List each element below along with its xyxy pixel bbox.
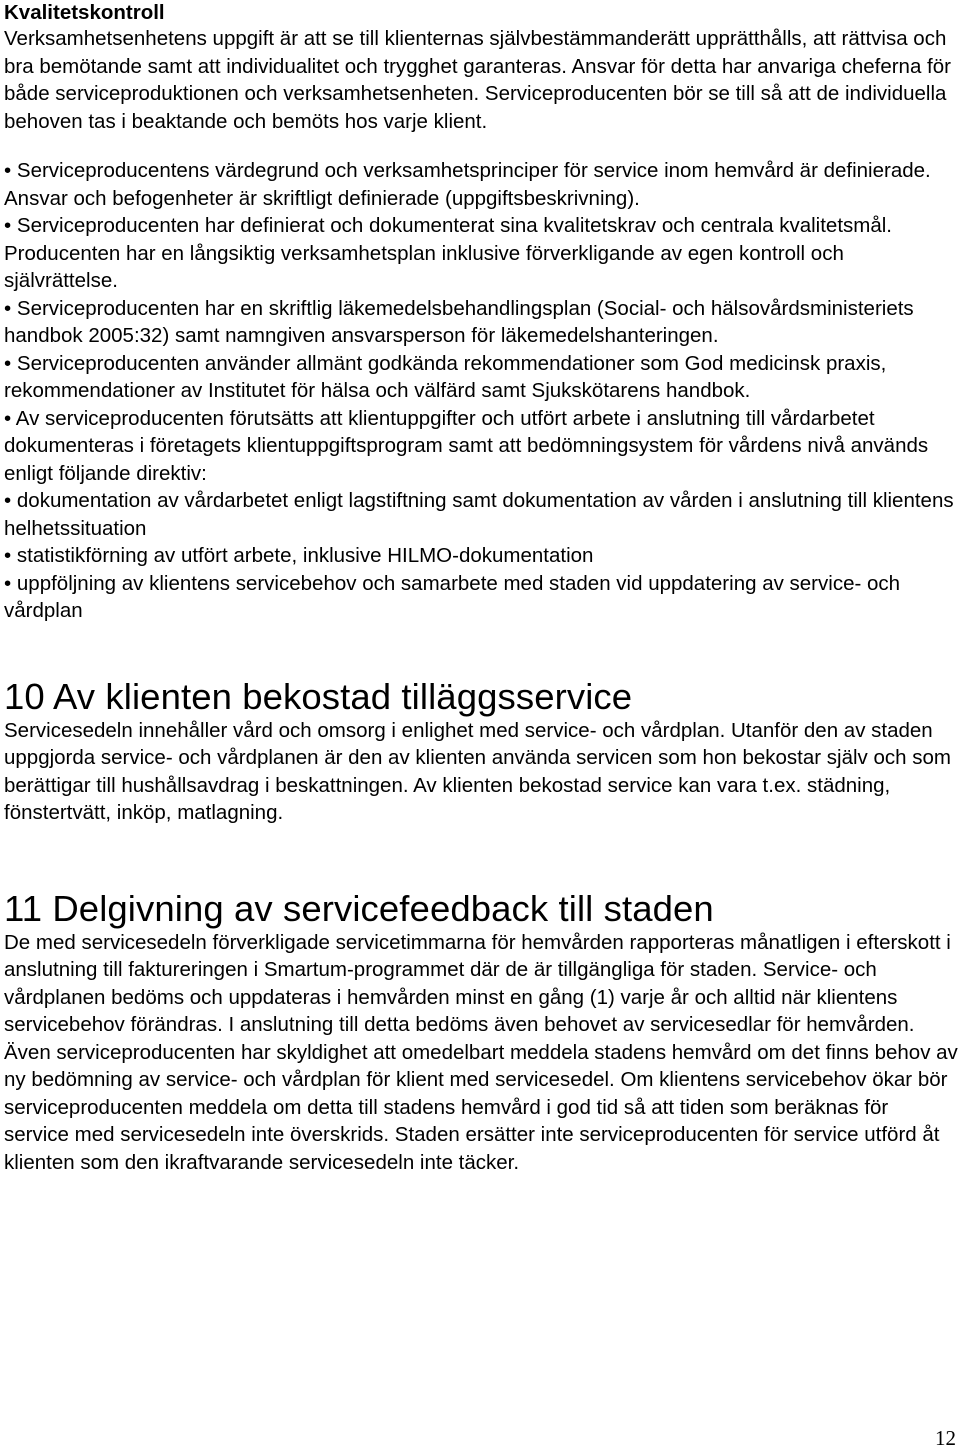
- bullet-icon: •: [4, 159, 12, 182]
- list-item-text: statistikförning av utfört arbete, inklusive HILMO-dokumentation: [16, 544, 594, 567]
- section-heading-quality: Kvalitetskontroll: [4, 1, 165, 24]
- list-item: [4, 295, 958, 350]
- bullet-icon: •: [4, 544, 12, 567]
- bullet-icon: •: [4, 351, 12, 375]
- page-number: 12: [935, 1426, 956, 1450]
- list-item-text: Serviceproducenten har en skriftlig läkemedelsbehandlingsplan (Social- och hälsovårdsministeriets handbok 2005:32) samt namngiven ansvarsperson för läkemedelshanteringen.: [4, 296, 914, 347]
- bullet-icon: •: [4, 296, 12, 320]
- bullet-icon: •: [4, 489, 12, 512]
- list-item: [4, 157, 958, 212]
- list-item: [4, 542, 958, 570]
- list-item: [4, 405, 958, 488]
- spacer: [4, 827, 958, 889]
- bullet-icon: •: [4, 406, 12, 430]
- list-item: [4, 487, 958, 542]
- quality-intro-paragraph: [4, 25, 958, 135]
- section-10-text: Servicesedeln innehåller vård och omsorg i enlighet med service- och vårdplan. Utanför den av staden uppgjorda service- och vårdplanen är den av klienten använda servicen som hon bekostar själv och som berättigar till hushållsavdrag i beskattningen. Av klienten bekostad service kan vara t.ex. städning, fönstertvätt, inköp, matlagning.: [4, 718, 951, 824]
- section-heading-11: 11 Delgivning av servicefeedback till staden: [4, 887, 714, 929]
- list-item-text: Serviceproducenten har definierat och dokumenterat sina kvalitetskrav och centrala kvalitetsmål. Producenten har en långsiktig verksamhetsplan inklusive förverkligande av egen kontroll och självrättelse.: [4, 214, 893, 292]
- list-item-text: Serviceproducentens värdegrund och verksamhetsprinciper för service inom hemvård är definierade. Ansvar och befogenheter är skriftligt definierade (uppgiftsbeskrivning).: [4, 159, 931, 210]
- list-item: [4, 570, 958, 625]
- bullet-icon: •: [4, 571, 12, 595]
- list-item: [4, 212, 958, 295]
- bullet-icon: •: [4, 214, 12, 237]
- spacer: [4, 135, 958, 157]
- list-item: [4, 350, 958, 405]
- quality-intro-text: Verksamhetsenhetens uppgift är att se till klienternas självbestämmanderätt upprätthålls, att rättvisa och bra bemötande samt att individualitet och trygghet garanteras. Ansvar för detta har anvariga cheferna för både serviceproduktionen och verksamhetsenheten. Serviceproducenten bör se till så att de individuella behoven tas i beaktande och bemöts hos varje klient.: [4, 27, 951, 133]
- list-item-text: uppföljning av klientens servicebehov och samarbete med staden vid uppdatering av service- och vårdplan: [4, 571, 901, 622]
- section-11-paragraph: [4, 929, 958, 1177]
- spacer: [4, 625, 958, 677]
- section-10-paragraph: [4, 717, 958, 827]
- list-item-text: Serviceproducenten använder allmänt godkända rekommendationer som God medicinsk praxis, rekommendationer av Institutet för hälsa och välfärd samt Sjukskötarens handbok.: [4, 351, 887, 402]
- section-11-text: De med servicesedeln förverkligade servicetimmarna för hemvården rapporteras månatligen i efterskott i anslutning till faktureringen i Smartum-programmet där de är tillgängliga för staden. Service- och vårdplanen bedöms och uppdateras i hemvården minst en gång (1) varje år och alltid när klientens servicebehov förändras. I anslutning till detta bedöms även behovet av servicesedlar för hemvården. Även serviceproducenten har skyldighet att omedelbart meddela stadens hemvård om det finns behov av ny bedömning av service- och vårdplan för klient med servicesedel. Om klientens servicebehov ökar bör serviceproducenten meddela om detta till stadens hemvård i god tid så att tiden som beräknas för service med servicesedeln inte överskrids. Staden ersätter inte serviceproducenten för service utförd åt klienten som den ikraftvarande servicesedeln inte täcker.: [4, 930, 958, 1174]
- document-page: [4, 0, 958, 1176]
- list-item-text: dokumentation av vårdarbetet enligt lagstiftning samt dokumentation av vården i anslutning till klientens helhetssituation: [4, 489, 954, 540]
- list-item-text: Av serviceproducenten förutsätts att klientuppgifter och utfört arbete i anslutning till vårdarbetet dokumenteras i företagets klientuppgiftsprogram samt att bedömningsystem för vårdens nivå används enligt följande direktiv:: [4, 406, 929, 485]
- section-heading-10: 10 Av klienten bekostad tilläggsservice: [4, 675, 633, 717]
